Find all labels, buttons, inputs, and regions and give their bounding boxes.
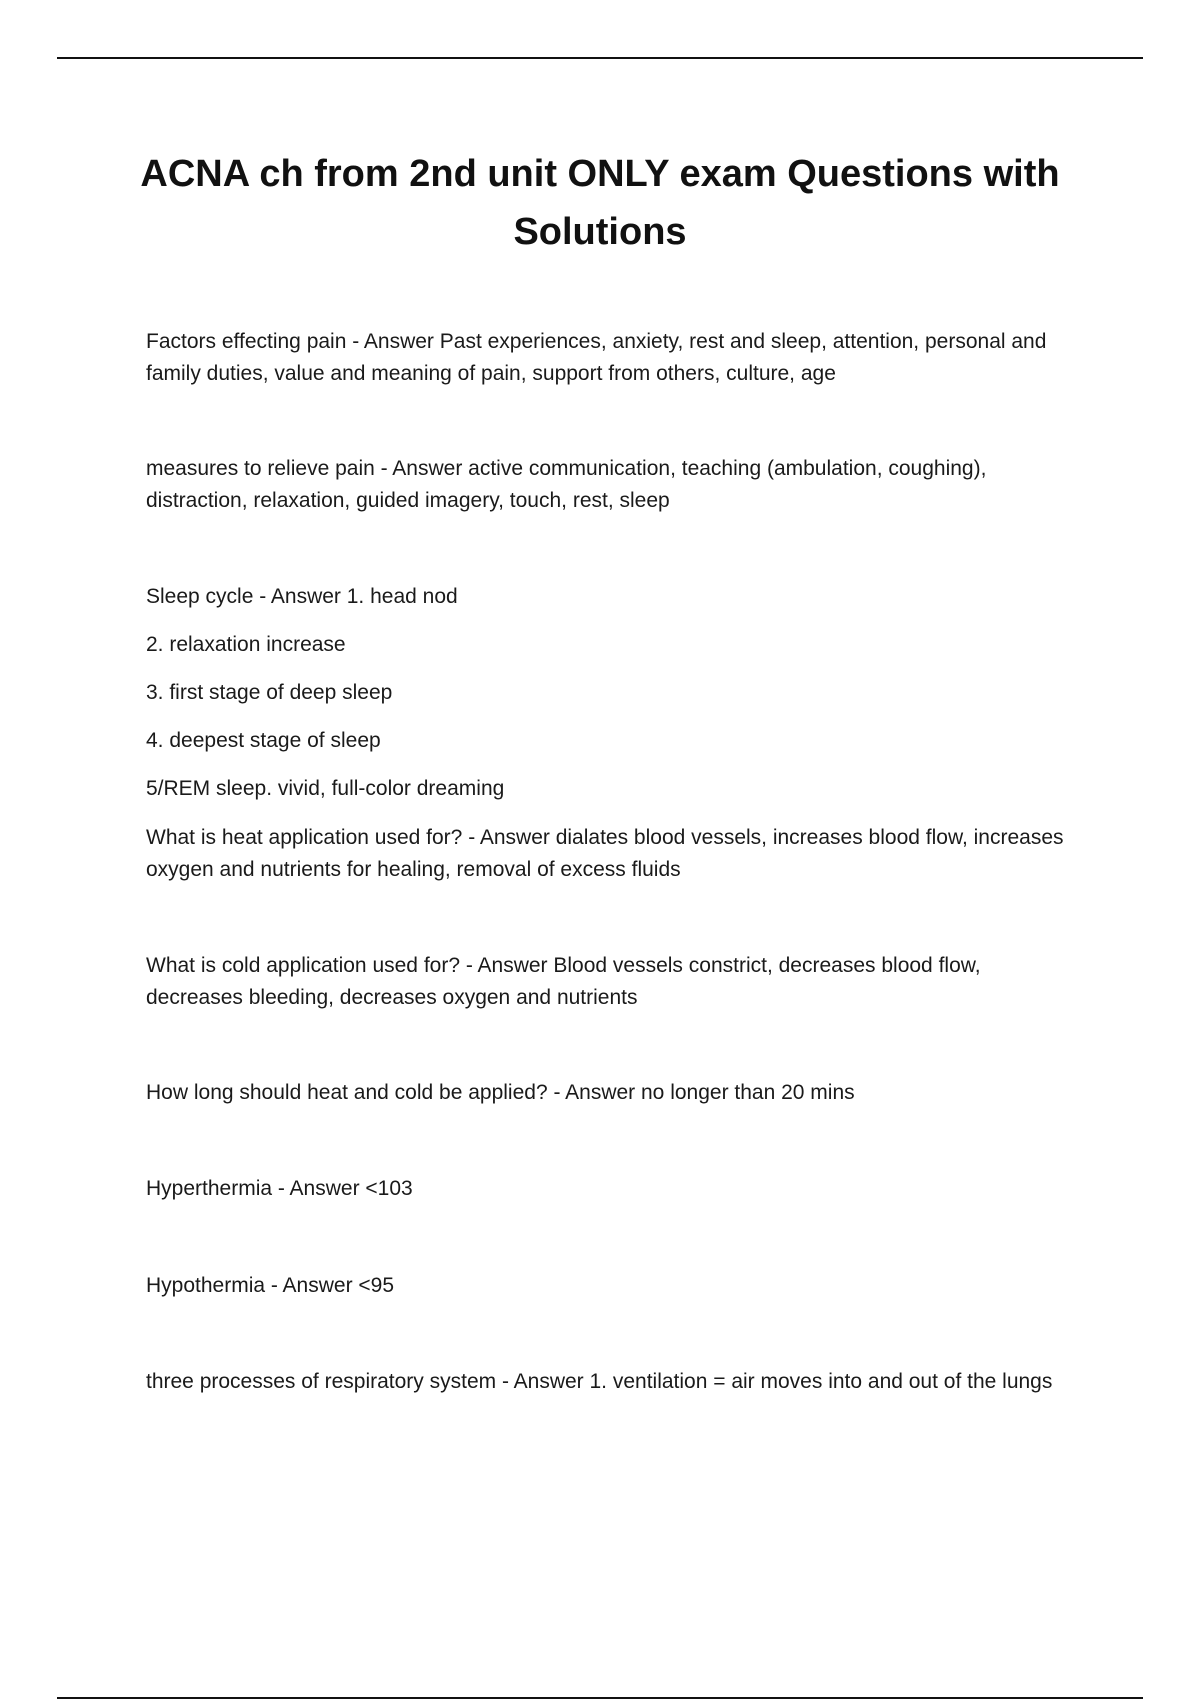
entry-cold-application: What is cold application used for? - Answer Blood vessels constrict, decreases blood flow, decreases bleeding, decreases oxygen and nutrients [146,954,981,1009]
entry-hypothermia: Hypothermia - Answer <95 [146,1274,395,1297]
entry-sleep-cycle: Sleep cycle - Answer 1. head nod [146,585,458,608]
entry-sleep-stage-3: 3. first stage of deep sleep [146,681,393,704]
bottom-rule [57,1697,1143,1699]
entry-hyperthermia: Hyperthermia - Answer <103 [146,1177,413,1200]
entry-measures-to-relieve-pain: measures to relieve pain - Answer active communication, teaching (ambulation, coughing), distraction, relaxation, guided imagery, touch, rest, sleep [146,457,987,512]
entry-sleep-stage-2: 2. relaxation increase [146,633,346,656]
entry-heat-application: What is heat application used for? - Answer dialates blood vessels, increases blood flow, increases oxygen and nutrients for healing, removal of excess fluids [146,826,1064,881]
entry-heat-cold-duration: How long should heat and cold be applied? - Answer no longer than 20 mins [146,1081,855,1104]
entry-factors-effecting-pain: Factors effecting pain - Answer Past experiences, anxiety, rest and sleep, attention, personal and family duties, value and meaning of pain, support from others, culture, age [146,330,1047,385]
entry-sleep-stage-4: 4. deepest stage of sleep [146,729,381,752]
document-title: ACNA ch from 2nd unit ONLY exam Questions with Solutions [140,153,1060,253]
top-rule [57,57,1143,59]
entry-respiratory-processes: three processes of respiratory system - Answer 1. ventilation = air moves into and out of the lungs [146,1370,1053,1393]
entry-sleep-stage-5: 5/REM sleep. vivid, full-color dreaming [146,777,505,800]
